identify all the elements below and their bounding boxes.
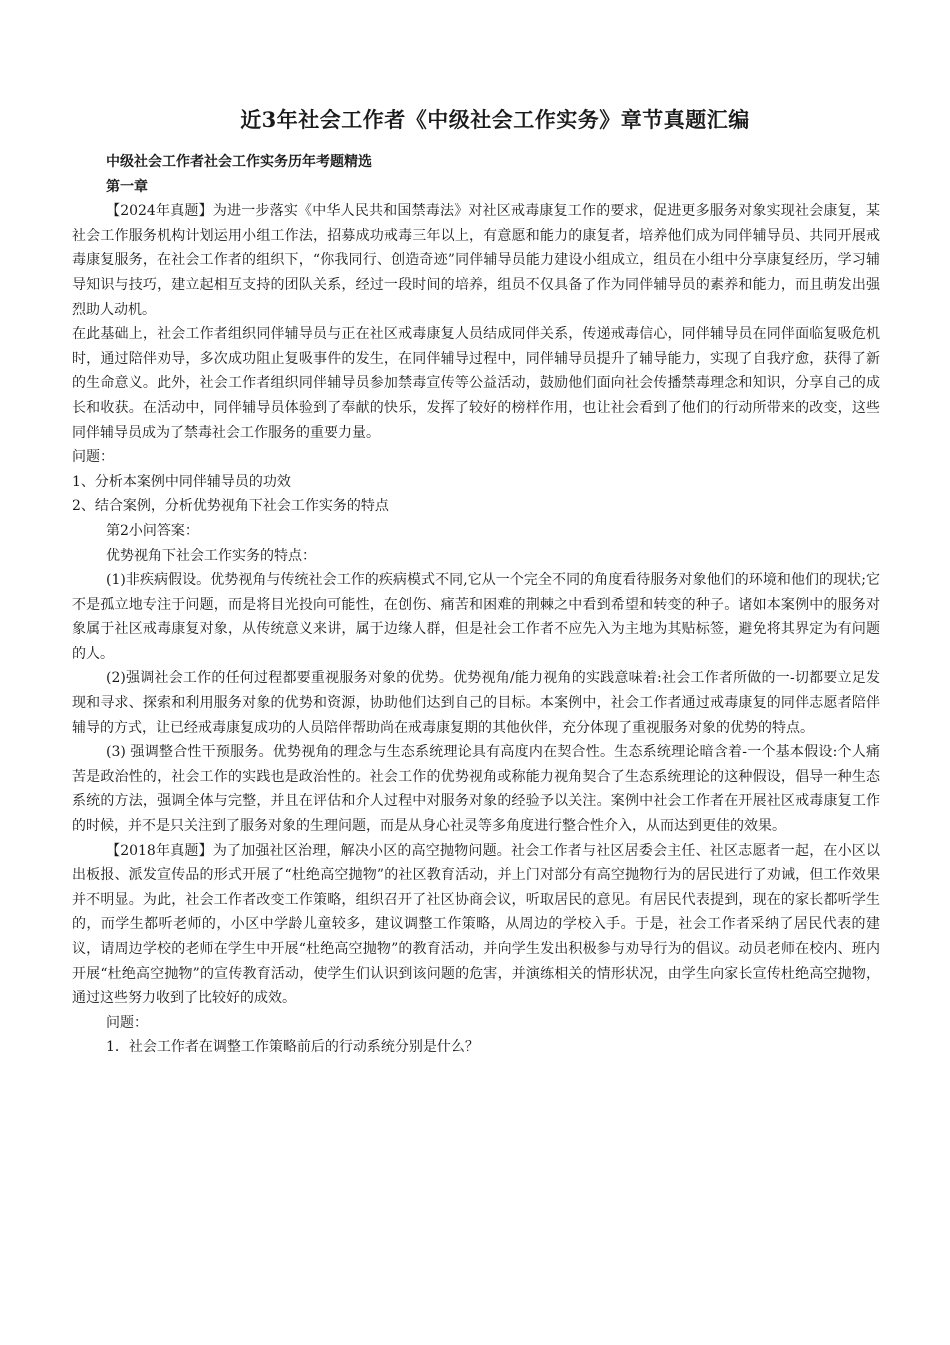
- case-2024-answer-point-1: (1)非疾病假设。优势视角与传统社会工作的疾病模式不同,它从一个完全不同的角度看待服务对象他们的环境和他们的现状;它不是孤立地专注于问题，而是将目光投向可能性，在创伤、痛苦和困难的荆棘之中看到希望和转变的种子。诸如本案例中的服务对象属于社区戒毒康复对象，从传统意义来讲，属于边缘人群，但是社会工作者不应先入为主地为其贴标签，避免将其界定为有问题的人。: [72, 572, 880, 662]
- document-subtitle: 中级社会工作者社会工作实务历年考题精选: [106, 154, 372, 170]
- case-2024-questions-label: 问题：: [72, 449, 114, 466]
- document-title: 近3年社会工作者《中级社会工作实务》章节真题汇编: [240, 107, 750, 132]
- chapter-heading: 第一章: [106, 178, 148, 195]
- document-body: [72, 150, 880, 1060]
- case-2024-question-2: 2、结合案例，分析优势视角下社会工作实务的特点: [72, 498, 389, 515]
- case-2024-question-1: 1、分析本案例中同伴辅导员的功效: [72, 473, 291, 490]
- case-2018-question-1: 1．社会工作者在调整工作策略前后的行动系统分别是什么？: [106, 1039, 479, 1056]
- case-2018-paragraph-1: 【2018年真题】为了加强社区治理，解决小区的高空抛物问题。社会工作者与社区居委会主任、社区志愿者一起，在小区以出板报、派发宣传品的形式开展了“杜绝高空抛物”的社区教育活动，并上门对部分有高空抛物行为的居民进行了劝诫，但工作效果并不明显。为此，社会工作者改变工作策略，组织召开了社区协商会议，听取居民的意见。有居民代表提到，现在的家长都听学生的，而学生都听老师的，小区中学龄儿童较多，建议调整工作策略，从周边的学校入手。于是，社会工作者采纳了居民代表的建议，请周边学校的老师在学生中开展“杜绝高空抛物”的教育活动，并向学生发出积极参与劝导行为的倡议。动员老师在校内、班内开展“杜绝高空抛物”的宣传教育活动，使学生们认识到该问题的危害，并演练相关的情形状况，由学生向家长宣传杜绝高空抛物，通过这些努力收到了比较好的成效。: [72, 842, 880, 1007]
- case-2024-paragraph-2: 在此基础上，社会工作者组织同伴辅导员与正在社区戒毒康复人员结成同伴关系，传递戒毒信心，同伴辅导员在同伴面临复吸危机时，通过陪伴劝导，多次成功阻止复吸事件的发生，在同伴辅导过程中，同伴辅导员提升了辅导能力，实现了自我疗愈，获得了新的生命意义。此外，社会工作者组织同伴辅导员参加禁毒宣传等公益活动，鼓励他们面向社会传播禁毒理念和知识，分享自己的成长和收获。在活动中，同伴辅导员体验到了奉献的快乐，发挥了较好的榜样作用，也让社会看到了他们的行动所带来的改变，这些同伴辅导员成为了禁毒社会工作服务的重要力量。: [72, 326, 880, 441]
- case-2024-answer-label: 第2小问答案：: [106, 522, 199, 539]
- case-2024-answer-point-3: (3) 强调整合性干预服务。优势视角的理念与生态系统理论具有高度内在契合性。生态系统理论暗含着-一个基本假设:个人痛苦是政治性的，社会工作的实践也是政治性的。社会工作的优势视角或称能力视角契合了生态系统理论的这种假设，倡导一种生态系统的方法，强调全体与完整，并且在评估和介人过程中对服务对象的经验予以关注。案例中社会工作者在开展社区戒毒康复工作的时候，并不是只关注到了服务对象的生理问题，而是从身心社灵等多角度进行整合性介入，从而达到更佳的效果。: [72, 744, 880, 835]
- case-2018-questions-label: 问题：: [106, 1014, 148, 1031]
- case-2024-paragraph-1: 【2024年真题】为进一步落实《中华人民共和国禁毒法》对社区戒毒康复工作的要求，促进更多服务对象实现社会康复，某社会工作服务机构计划运用小组工作法，招募成功戒毒三年以上，有意愿和能力的康复者，培养他们成为同伴辅导员、共同开展戒毒康复服务，在社会工作者的组织下，“你我同行、创造奇迹”同伴辅导员能力建设小组成立，组员在小组中分享康复经历，学习辅导知识与技巧，建立起相互支持的团队关系，经过一段时间的培养，组员不仅具备了作为同伴辅导员的素养和能力，而且萌发出强烈助人动机。: [72, 203, 880, 318]
- case-2024-answer-intro: 优势视角下社会工作实务的特点：: [106, 547, 316, 564]
- case-2024-answer-point-2: (2)强调社会工作的任何过程都要重视服务对象的优势。优势视角/能力视角的实践意味着:社会工作者所做的一-切都要立足发现和寻求、探索和利用服务对象的优势和资源，协助他们达到自己的目标。本案例中，社会工作者通过戒毒康复的同伴志愿者陪伴辅导的方式，让已经戒毒康复成功的人员陪伴帮助尚在戒毒康复期的其他伙伴，充分体现了重视服务对象的优势的特点。: [72, 670, 880, 736]
